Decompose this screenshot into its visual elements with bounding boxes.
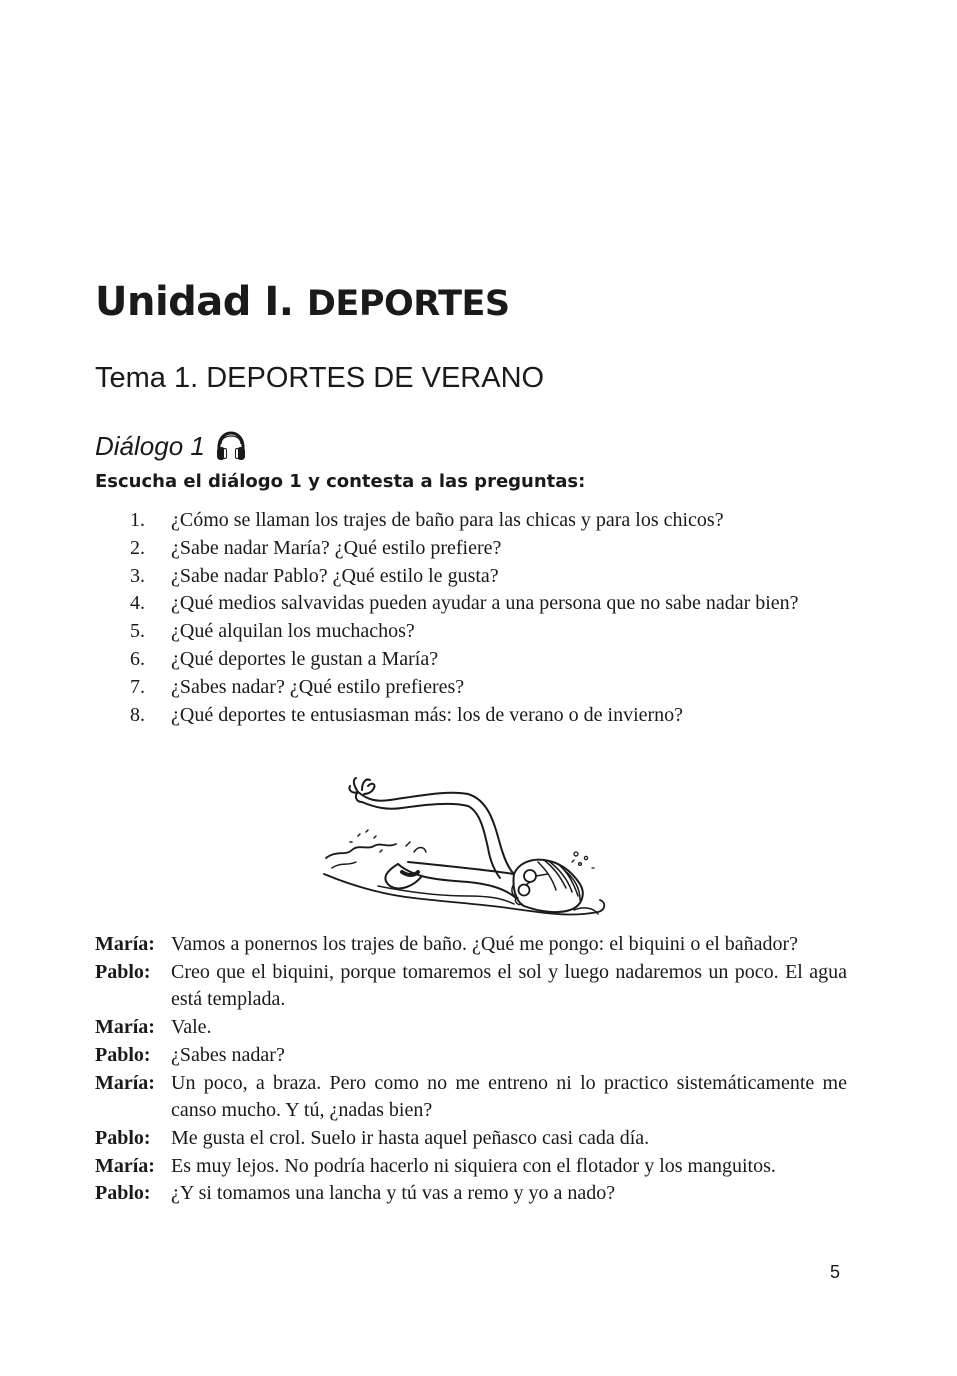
list-item: [130, 535, 842, 563]
utterance-text: ¿Y si tomamos una lancha y tú vas a remo y yo a nado?: [171, 1182, 616, 1205]
list-item: [130, 702, 842, 730]
speaker-name: María:: [95, 1154, 155, 1177]
question-text: ¿Qué alquilan los muchachos?: [171, 620, 415, 643]
speaker-name: María:: [95, 1071, 155, 1094]
question-number: 6.: [130, 647, 145, 670]
dialogue-line: [95, 1153, 847, 1181]
question-number: 1.: [130, 509, 145, 531]
utterance-text: Me gusta el crol. Suelo ir hasta aquel peñasco casi cada día.: [171, 1126, 650, 1149]
dialogue: [95, 931, 847, 1208]
speaker-name: Pablo:: [95, 1126, 151, 1149]
dialogue-line: [95, 959, 847, 1014]
unit-title: [95, 279, 510, 325]
question-number: 3.: [130, 564, 145, 587]
question-text: ¿Cómo se llaman los trajes de baño para las chicas y para los chicos?: [171, 509, 724, 531]
instruction-text: Escucha el diálogo 1 y contesta a las preguntas:: [95, 471, 586, 492]
question-text: ¿Sabe nadar Pablo? ¿Qué estilo le gusta?: [171, 564, 499, 587]
utterance-text: Vale.: [171, 1016, 212, 1039]
question-text: ¿Qué deportes te entusiasman más: los de verano o de invierno?: [171, 703, 684, 726]
questions-list: [130, 507, 842, 729]
list-item: [130, 618, 842, 646]
list-item: [130, 646, 842, 674]
speaker-name: Pablo:: [95, 960, 151, 983]
list-item: [130, 563, 842, 591]
speaker-name: Pablo:: [95, 1043, 151, 1066]
utterance-text: Es muy lejos. No podría hacerlo ni siquiera con el flotador y los manguitos.: [171, 1154, 776, 1177]
headphones-icon: [214, 430, 248, 462]
speaker-name: María:: [95, 933, 155, 955]
swimmer-illustration: [318, 772, 608, 922]
dialogue-line: [95, 1070, 847, 1125]
question-number: 2.: [130, 536, 145, 559]
topic-title: Tema 1. DEPORTES DE VERANO: [95, 362, 545, 394]
speaker-name: María:: [95, 1016, 155, 1039]
dialogue-line: [95, 1180, 847, 1208]
question-number: 4.: [130, 592, 145, 615]
page-number: 5: [829, 1262, 840, 1282]
dialogue-line: [95, 931, 847, 959]
utterance-text: Creo que el biquini, porque tomaremos el sol y luego nadaremos un poco. El agua está templada.: [171, 960, 847, 1011]
question-text: ¿Qué medios salvavidas pueden ayudar a una persona que no sabe nadar bien?: [171, 592, 799, 615]
dialog-heading-label: Diálogo 1: [95, 430, 205, 461]
question-text: ¿Sabes nadar? ¿Qué estilo prefieres?: [171, 675, 465, 698]
list-item: [130, 674, 842, 702]
dialogue-line: [95, 1014, 847, 1042]
question-number: 7.: [130, 675, 145, 698]
unit-label: Unidad I.: [95, 279, 294, 325]
question-text: ¿Sabe nadar María? ¿Qué estilo prefiere?: [171, 536, 502, 559]
question-text: ¿Qué deportes le gustan a María?: [171, 647, 439, 670]
list-item: [130, 590, 842, 618]
utterance-text: Un poco, a braza. Pero como no me entreno ni lo practico sistemáticamente me canso mucho. Y tú, ¿nadas bien?: [171, 1071, 847, 1122]
utterance-text: Vamos a ponernos los trajes de baño. ¿Qué me pongo: el biquini o el bañador?: [171, 933, 799, 955]
question-number: 5.: [130, 620, 145, 643]
dialogue-line: [95, 1125, 847, 1153]
utterance-text: ¿Sabes nadar?: [171, 1043, 285, 1066]
unit-name: DEPORTES: [306, 284, 510, 324]
question-number: 8.: [130, 703, 145, 726]
list-item: [130, 507, 842, 535]
dialogue-line: [95, 1042, 847, 1070]
dialog-heading: [95, 428, 248, 464]
speaker-name: Pablo:: [95, 1182, 151, 1205]
